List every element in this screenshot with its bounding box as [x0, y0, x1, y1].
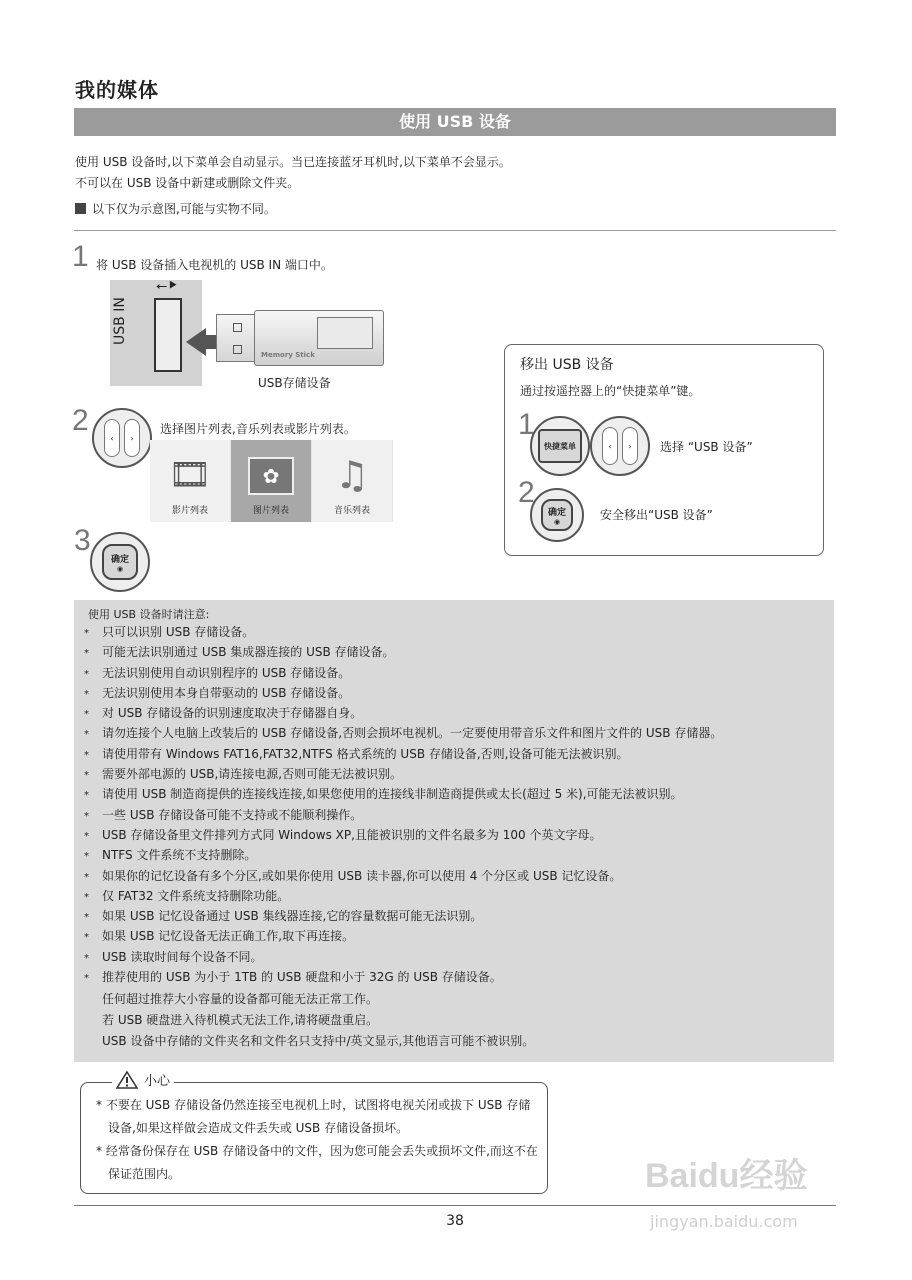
- step-number: 1: [518, 408, 535, 441]
- asterisk-bullet-icon: *: [84, 810, 89, 822]
- caution-item: [84, 642, 829, 662]
- remote-nav-pad: [92, 408, 152, 468]
- caution-text: USB 存储设备里文件排列方式同 Windows XP,且能被识别的文件名最多为 100 个英文字母。: [102, 827, 602, 842]
- asterisk-bullet-icon: *: [84, 952, 89, 964]
- intro-text: [75, 152, 511, 194]
- caution-text: 对 USB 存储设备的识别速度取决于存储器自身。: [102, 706, 363, 721]
- usb-symbol-icon: ⭠⯈: [156, 278, 179, 294]
- asterisk-bullet-icon: *: [84, 709, 89, 721]
- asterisk-bullet-icon: *: [84, 668, 89, 680]
- asterisk-bullet-icon: *: [84, 729, 89, 741]
- remote-nav-pad: [590, 416, 650, 476]
- remove-usb-subtitle: 通过按遥控器上的“快捷菜单”键。: [520, 384, 701, 398]
- caution-text: 需要外部电源的 USB,请连接电源,否则可能无法被识别。: [102, 767, 403, 782]
- caution-item: [84, 967, 829, 987]
- caution-item: [84, 764, 829, 784]
- caution-item: [84, 926, 829, 946]
- section-title: 使用 USB 设备: [74, 108, 836, 136]
- caution-text: 无法识别使用本身自带驱动的 USB 存储设备。: [102, 685, 351, 700]
- caution-text: 如果 USB 记忆设备无法正确工作,取下再连接。: [102, 929, 355, 944]
- asterisk-bullet-icon: *: [84, 830, 89, 842]
- asterisk-bullet-icon: *: [84, 770, 89, 782]
- warning-header: [112, 1070, 174, 1089]
- asterisk-bullet-icon: *: [84, 891, 89, 903]
- caution-text: 如果 USB 记忆设备通过 USB 集线器连接,它的容量数据可能无法识别。: [102, 909, 483, 924]
- caution-item: [84, 886, 829, 906]
- ok-label: 确定: [110, 554, 129, 565]
- divider: [74, 230, 836, 231]
- ok-button[interactable]: 确定 ◉: [541, 499, 573, 531]
- step-number: 1: [72, 240, 89, 273]
- caution-item: [84, 825, 829, 845]
- intro-line: 不可以在 USB 设备中新建或删除文件夹。: [75, 176, 300, 190]
- asterisk-bullet-icon: *: [84, 648, 89, 660]
- caution-extra-line: 若 USB 硬盘进入待机模式无法工作,请将硬盘重启。: [102, 1013, 379, 1027]
- caution-item: [84, 622, 829, 642]
- usb-port: [154, 298, 182, 372]
- right-arrow-icon: ›: [622, 427, 638, 465]
- caution-text: 如果你的记忆设备有多个分区,或如果你使用 USB 读卡器,你可以使用 4 个分区或 USB 记忆设备。: [102, 868, 622, 883]
- asterisk-bullet-icon: *: [84, 871, 89, 883]
- note-text: 以下仅为示意图,可能与实物不同。: [92, 202, 276, 216]
- asterisk-bullet-icon: *: [84, 688, 89, 700]
- caution-text: 可能无法识别通过 USB 集成器连接的 USB 存储设备。: [102, 645, 395, 660]
- step2-text: 选择图片列表,音乐列表或影片列表。: [160, 422, 356, 436]
- left-arrow-icon: ‹: [602, 427, 618, 465]
- illustration-note: [75, 200, 276, 217]
- page-title: 我的媒体: [75, 78, 159, 102]
- caution-item: [84, 805, 829, 825]
- memory-stick: [254, 310, 384, 366]
- asterisk-bullet-icon: *: [84, 790, 89, 802]
- film-reel-icon: 🎞: [168, 455, 212, 495]
- caution-text: 推荐使用的 USB 为小于 1TB 的 USB 硬盘和小于 32G 的 USB 存储设备。: [102, 970, 502, 985]
- usb-in-label: USB IN: [112, 297, 128, 345]
- caution-item: [84, 744, 829, 764]
- caution-text: 只可以识别 USB 存储设备。: [102, 625, 255, 639]
- asterisk-bullet-icon: *: [84, 628, 89, 639]
- caution-item: [84, 845, 829, 865]
- caution-text: 无法识别使用自动识别程序的 USB 存储设备。: [102, 665, 351, 680]
- usb-plug: [216, 314, 258, 362]
- caution-item: [84, 683, 829, 703]
- usb-storage-caption: USB存储设备: [258, 376, 331, 390]
- ok-label: 确定: [547, 507, 566, 518]
- caution-item: [84, 784, 829, 804]
- asterisk-bullet-icon: *: [84, 851, 89, 863]
- thumb-label: 音乐列表: [333, 506, 370, 516]
- remove-usb-title: 移出 USB 设备: [520, 357, 614, 373]
- caution-text: 请使用 USB 制造商提供的连接线连接,如果您使用的连接线非制造商提供或太长(超过 5 米),可能无法被识别。: [102, 787, 683, 802]
- remove-step2-text: 安全移出“USB 设备”: [600, 508, 713, 522]
- caution-item: [84, 703, 829, 723]
- asterisk-bullet-icon: *: [84, 912, 89, 924]
- caution-item: [84, 663, 829, 683]
- quick-menu-button[interactable]: 快捷菜单: [538, 429, 582, 463]
- intro-line: 使用 USB 设备时,以下菜单会自动显示。当已连接蓝牙耳机时,以下菜单不会显示。: [75, 155, 511, 169]
- caution-item: [84, 906, 829, 926]
- warning-text: [96, 1094, 542, 1186]
- music-list-thumb[interactable]: [312, 440, 392, 522]
- caution-text: 请使用带有 Windows FAT16,FAT32,NTFS 格式系统的 USB 存储设备,否则,设备可能无法被识别。: [102, 746, 629, 761]
- warning-item: * 不要在 USB 存储设备仍然连接至电视机上时，试图将电视关闭或拔下 USB 存储设备,如果这样做会造成文件丢失或 USB 存储设备损坏。: [96, 1098, 531, 1135]
- step-number: 2: [72, 404, 89, 437]
- thumb-label: 影片列表: [171, 506, 208, 516]
- step1-text: 将 USB 设备插入电视机的 USB IN 端口中。: [96, 258, 333, 272]
- asterisk-bullet-icon: *: [84, 973, 89, 985]
- asterisk-bullet-icon: *: [84, 749, 89, 761]
- media-list-thumbs: [150, 440, 393, 522]
- thumb-label: 图片列表: [252, 506, 289, 516]
- caution-extra-line: USB 设备中存储的文件夹名和文件名只支持中/英文显示,其他语言可能不被识别。: [102, 1034, 535, 1048]
- cautions-list: [84, 622, 829, 987]
- memory-stick-label: Memory Stick: [261, 351, 315, 359]
- remote-ok-pad: [90, 532, 150, 592]
- caution-text: NTFS 文件系统不支持删除。: [102, 848, 257, 863]
- watermark-url: jingyan.baidu.com: [650, 1212, 798, 1231]
- warning-item: * 经常备份保存在 USB 存储设备中的文件，因为您可能会丢失或损坏文件,而这不在保证范围内。: [96, 1144, 538, 1181]
- asterisk-bullet-icon: *: [84, 932, 89, 944]
- caution-text: 仅 FAT32 文件系统支持删除功能。: [102, 888, 290, 903]
- right-arrow-icon: ›: [124, 419, 140, 457]
- square-bullet-icon: [75, 203, 86, 214]
- warning-title: 小心: [144, 1074, 171, 1089]
- caution-item: [84, 723, 829, 743]
- left-arrow-icon: ‹: [104, 419, 120, 457]
- remote-ok-pad: [530, 488, 584, 542]
- caution-extra-line: 任何超过推荐大小容量的设备都可能无法正常工作。: [102, 992, 379, 1006]
- step-number: 3: [74, 524, 91, 557]
- caution-text: 一些 USB 存储设备可能不支持或不能顺利操作。: [102, 807, 363, 822]
- watermark-logo: Baidu经验: [645, 1157, 808, 1195]
- movie-list-thumb[interactable]: [150, 440, 230, 522]
- caution-text: USB 读取时间每个设备不同。: [102, 949, 263, 964]
- cautions-title: 使用 USB 设备时请注意:: [88, 608, 210, 621]
- caution-item: [84, 866, 829, 886]
- ok-button[interactable]: 确定 ◉: [102, 544, 138, 580]
- page-number: 38: [446, 1213, 464, 1229]
- photo-icon: ✿: [248, 457, 294, 495]
- caution-text: 请勿连接个人电脑上改装后的 USB 存储设备,否则会损坏电视机。一定要使用带音乐文件和图片文件的 USB 存储器。: [102, 726, 723, 741]
- remove-step1-text: 选择 “USB 设备”: [660, 440, 753, 454]
- music-note-icon: ♫: [334, 453, 370, 497]
- step-number: 2: [518, 476, 535, 509]
- photo-list-thumb[interactable]: [231, 440, 311, 522]
- footer-divider: [74, 1205, 836, 1206]
- caution-item: [84, 947, 829, 967]
- remote-quick-menu-pad: [530, 416, 590, 476]
- warning-triangle-icon: [116, 1071, 138, 1089]
- arrow-left-icon: [186, 328, 206, 356]
